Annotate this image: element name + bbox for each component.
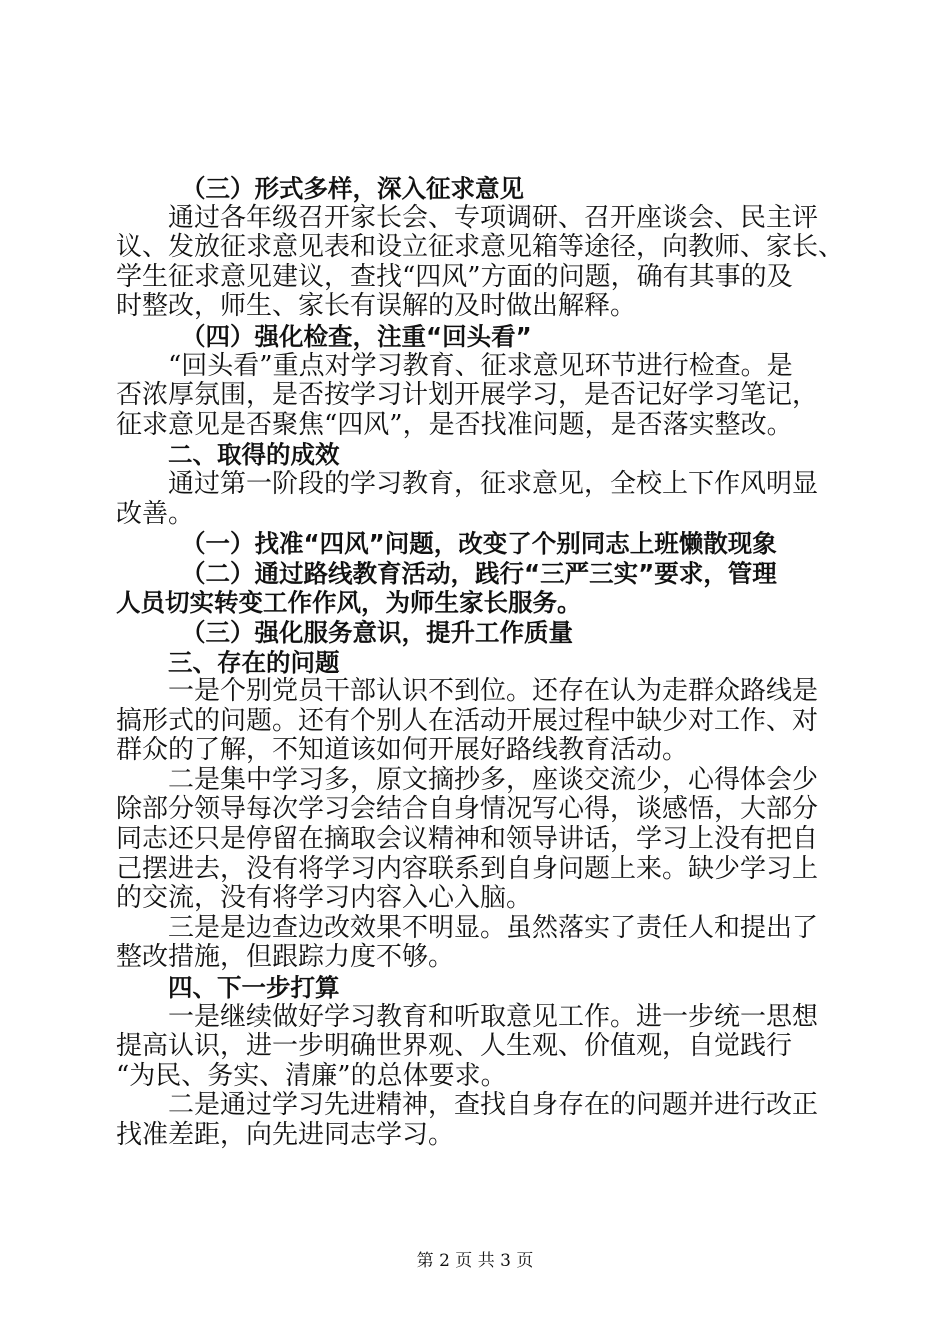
paragraph-line: 议、发放征求意见表和设立征求意见箱等途径，向教师、家长、 <box>116 232 845 263</box>
paragraph-line: 征求意见是否聚焦“四风”，是否找准问题，是否落实整改。 <box>116 409 793 440</box>
section-heading: （三）形式多样，深入征求意见 <box>181 174 524 203</box>
paragraph-line: 通过第一阶段的学习教育，征求意见，全校上下作风明显 <box>168 468 819 499</box>
paragraph-line: 同志还只是停留在摘取会议精神和领导讲话，学习上没有把自 <box>116 824 819 855</box>
paragraph-line: 整改措施，但跟踪力度不够。 <box>116 942 455 973</box>
paragraph-line: 改善。 <box>116 498 195 529</box>
section-heading: 四、下一步打算 <box>168 973 340 1003</box>
paragraph-line: 通过各年级召开家长会、专项调研、召开座谈会、民主评 <box>168 202 819 233</box>
paragraph-line: “为民、务实、清廉”的总体要求。 <box>116 1060 507 1091</box>
paragraph-line: 群众的了解，不知道该如何开展好路线教育活动。 <box>116 735 689 766</box>
paragraph-line: 的交流，没有将学习内容入心入脑。 <box>116 883 533 914</box>
paragraph-line: 二是通过学习先进精神，查找自身存在的问题并进行改正 <box>168 1090 819 1121</box>
paragraph-line: 二是集中学习多，原文摘抄多，座谈交流少，心得体会少 <box>168 764 819 795</box>
section-heading: （二）通过路线教育活动，践行“三严三实”要求，管理 <box>181 558 777 588</box>
paragraph-line: 找准差距，向先进同志学习。 <box>116 1120 455 1150</box>
section-heading: 三、存在的问题 <box>168 647 340 677</box>
paragraph-line: 提高认识，进一步明确世界观、人生观、价值观，自觉践行 <box>116 1031 793 1062</box>
section-heading: 人员切实转变工作作风，为师生家长服务。 <box>116 588 582 618</box>
paragraph-line: 三是是边查边改效果不明显。虽然落实了责任人和提出了 <box>168 912 819 943</box>
paragraph-line: 除部分领导每次学习会结合自身情况写心得，谈感悟，大部分 <box>116 794 819 825</box>
paragraph-line: 学生征求意见建议，查找“四风”方面的问题，确有其事的及 <box>116 261 793 292</box>
paragraph-line: 搞形式的问题。还有个别人在活动开展过程中缺少对工作、对 <box>116 705 819 736</box>
page-number: 第 2 页 共 3 页 <box>416 1251 534 1271</box>
section-heading: （四）强化检查，注重“回头看” <box>181 321 532 351</box>
section-heading: （一）找准“四风”问题，改变了个别同志上班懒散现象 <box>181 529 777 559</box>
paragraph-line: 一是个别党员干部认识不到位。还存在认为走群众路线是 <box>168 676 819 707</box>
paragraph-line: 否浓厚氛围，是否按学习计划开展学习，是否记好学习笔记， <box>116 380 819 411</box>
paragraph-line: 时整改，师生、家长有误解的及时做出解释。 <box>116 291 637 322</box>
paragraph-line: “回头看”重点对学习教育、征求意见环节进行检查。是 <box>168 350 793 381</box>
paragraph-line: 一是继续做好学习教育和听取意见工作。进一步统一思想 <box>168 1001 819 1032</box>
document-body <box>116 174 845 1151</box>
section-heading: 二、取得的成效 <box>168 440 340 470</box>
paragraph-line: 己摆进去，没有将学习内容联系到自身问题上来。缺少学习上 <box>116 853 819 884</box>
section-heading: （三）强化服务意识，提升工作质量 <box>181 617 573 647</box>
